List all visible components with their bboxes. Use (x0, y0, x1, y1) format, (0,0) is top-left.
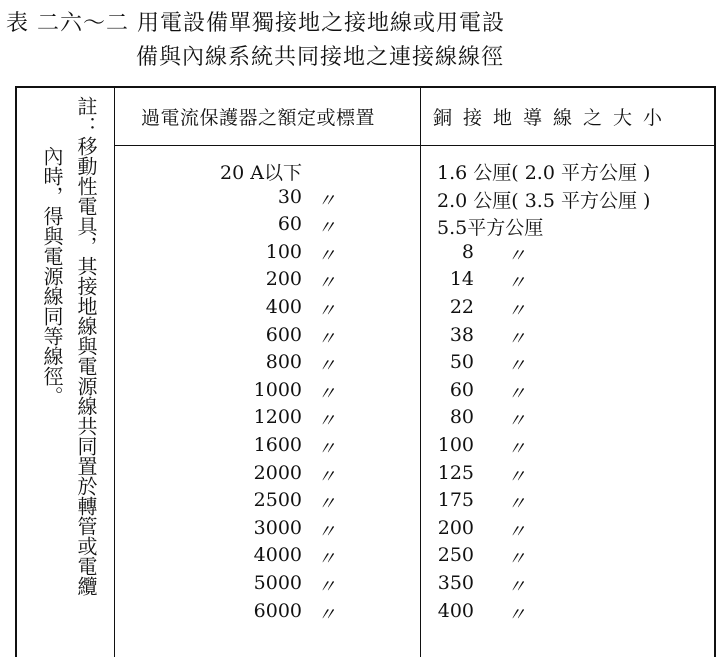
table-row (17, 600, 714, 627)
conductor-size-value: 5.5平方公厘 (437, 217, 544, 240)
current-rating-value: 4000 (253, 544, 302, 567)
current-ditto-mark: 〃 (317, 272, 337, 295)
table-note-column-2: 內時，得與電源線同等線徑。 (40, 146, 64, 406)
current-ditto-mark: 〃 (317, 438, 337, 460)
conductor-size-number: 22 (449, 296, 474, 318)
conductor-size-number: 125 (437, 461, 474, 484)
conductor-size-number: 175 (437, 489, 474, 512)
current-rating-value: 100 (265, 240, 302, 263)
conductor-size-value: 2.0 公厘( 3.5 平方公厘 ) (437, 189, 651, 212)
table-row (17, 213, 714, 240)
current-rating-value: 30 (277, 185, 302, 208)
current-ditto-mark: 〃 (317, 189, 337, 212)
current-rating-value: 1600 (253, 434, 302, 456)
current-ditto-mark: 〃 (317, 603, 337, 626)
table-row (17, 434, 714, 461)
conductor-size-number: 200 (437, 516, 474, 539)
table-title-line-2: 備與內線系統共同接地之連接線線徑 (136, 45, 505, 70)
table-row (17, 351, 714, 378)
current-ditto-mark: 〃 (317, 217, 337, 240)
current-rating-value: 6000 (253, 599, 302, 622)
size-ditto-mark: 〃 (507, 548, 527, 571)
conductor-size-number: 14 (449, 268, 474, 291)
current-rating-value: 1200 (253, 406, 302, 429)
table-row (17, 268, 714, 295)
size-ditto-mark: 〃 (507, 438, 527, 460)
current-ditto-mark: 〃 (317, 576, 337, 598)
conductor-size-number: 250 (437, 544, 474, 567)
table-note-column-1: 註：移動性電具，其接地線與電源線共同置於轉管或電纜 (74, 96, 98, 596)
conductor-size-number: 100 (437, 434, 474, 456)
table-title-line-1: 表 二六～二 用電設備單獨接地之接地線或用電設 (6, 11, 505, 36)
table-row (17, 544, 714, 571)
current-rating-value: 20 A以下 (220, 162, 302, 184)
current-rating-value: 1000 (253, 378, 302, 401)
current-ditto-mark: 〃 (317, 465, 337, 488)
current-rating-value: 60 (277, 213, 302, 236)
size-ditto-mark: 〃 (507, 244, 527, 267)
current-ditto-mark: 〃 (317, 244, 337, 267)
conductor-size-number: 38 (449, 323, 474, 346)
table-row (17, 186, 714, 213)
size-ditto-mark: 〃 (507, 355, 527, 378)
table-row (17, 462, 714, 489)
table-row (17, 517, 714, 544)
conductor-size-number: 8 (461, 240, 474, 263)
current-ditto-mark: 〃 (317, 520, 337, 543)
conductor-size-number: 50 (449, 351, 474, 374)
header-divider (114, 145, 714, 146)
conductor-size-number: 400 (437, 599, 474, 622)
conductor-size-number: 80 (449, 406, 474, 429)
conductor-size-value: 1.6 公厘( 2.0 平方公厘 ) (437, 162, 651, 184)
current-rating-value: 200 (265, 268, 302, 291)
table-row (17, 406, 714, 433)
current-ditto-mark: 〃 (317, 548, 337, 571)
size-ditto-mark: 〃 (507, 272, 527, 295)
table-row (17, 158, 714, 185)
size-ditto-mark: 〃 (507, 520, 527, 543)
table-row (17, 296, 714, 323)
current-rating-value: 2500 (253, 489, 302, 512)
grounding-table (15, 86, 716, 657)
table-row (17, 489, 714, 516)
current-rating-value: 5000 (253, 572, 302, 594)
current-rating-value: 600 (265, 323, 302, 346)
conductor-size-number: 60 (449, 378, 474, 401)
size-ditto-mark: 〃 (507, 327, 527, 350)
size-ditto-mark: 〃 (507, 300, 527, 322)
table-row (17, 379, 714, 406)
current-ditto-mark: 〃 (317, 410, 337, 433)
current-ditto-mark: 〃 (317, 355, 337, 378)
current-rating-value: 400 (265, 296, 302, 318)
size-ditto-mark: 〃 (507, 410, 527, 433)
current-rating-value: 3000 (253, 516, 302, 539)
header-copper-conductor-size: 銅接地導線之大小 (433, 107, 674, 129)
size-ditto-mark: 〃 (507, 465, 527, 488)
current-ditto-mark: 〃 (317, 493, 337, 516)
table-row (17, 324, 714, 351)
current-ditto-mark: 〃 (317, 300, 337, 322)
size-ditto-mark: 〃 (507, 493, 527, 516)
current-rating-value: 800 (265, 351, 302, 374)
header-overcurrent-rating: 過電流保護器之額定或標置 (141, 107, 376, 129)
table-row (17, 241, 714, 268)
current-ditto-mark: 〃 (317, 327, 337, 350)
table-row (17, 572, 714, 599)
current-rating-value: 2000 (253, 461, 302, 484)
size-ditto-mark: 〃 (507, 576, 527, 598)
size-ditto-mark: 〃 (507, 603, 527, 626)
size-ditto-mark: 〃 (507, 382, 527, 405)
conductor-size-number: 350 (437, 572, 474, 594)
current-ditto-mark: 〃 (317, 382, 337, 405)
